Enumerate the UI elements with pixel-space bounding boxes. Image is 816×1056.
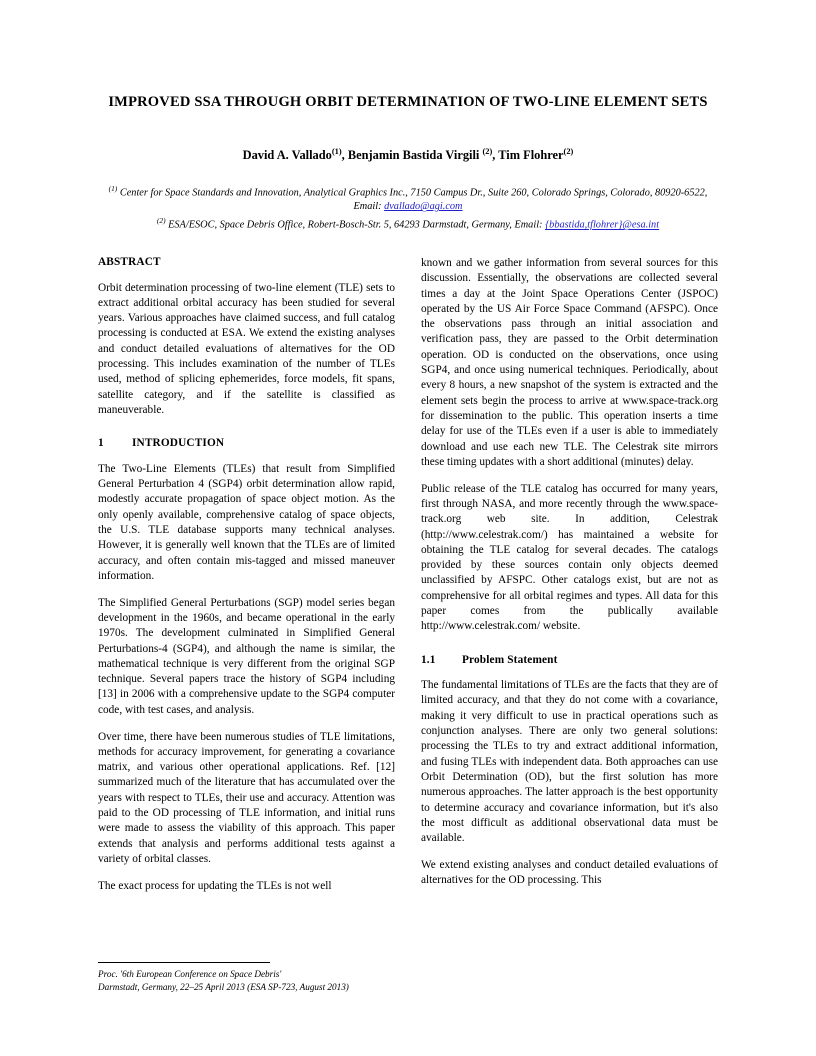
intro-paragraph-4-continued: known and we gather information from several sources for this discussion. Essentially, the observations are collected several times a day at the Joint Space Operations Center (JSPOC) operated by the US Air Force Space Command (AFSPC). Once the observations pass through an initial association and verification pass, they are passed to the Orbit determination operation. OD is conducted on the observations, once using SGP4, and once using numerical techniques. Periodically, about every 8 hours, a new snapshot of the system is extracted and the element sets begin the process to arrive at www.space-track.org for dissemination to the public. This operation inserts a time delay for use of the TLEs even if a user is able to immediately download and use each new TLE. The Celestrak site mirrors these timing updates with a short additional (minutes) delay. xyxy=(421,257,718,468)
section-title: INTRODUCTION xyxy=(132,437,225,450)
intro-paragraph-1: The Two-Line Elements (TLEs) that result from Simplified General Perturbation 4 (SGP4) orbit determination allow rapid, modestly accurate propagation of space object motion. As the only openly available, comprehensive catalog of space objects, the U.S. TLE database supports many technical analyses. However, it is generally well known that the TLEs are of limited accuracy, and often contain mis-tagged and missed maneuver information. xyxy=(98,462,395,582)
affiliation-1: $^{(1)}$ Center for Space Standards and Innovation, Analytical Graphics Inc., 7150 Campus Dr., Suite 260, Colorado Springs, Colorado, 80920-6522, Email: dvallado@agi.com xyxy=(108,183,708,213)
footer-divider xyxy=(98,962,270,963)
subsection-title: Problem Statement xyxy=(462,653,558,666)
left-column xyxy=(98,256,395,956)
section-heading-introduction xyxy=(98,437,395,451)
abstract-text: Orbit determination processing of two-line element (TLE) sets to extract additional orbital accuracy has been studied for several years. Various approaches have claimed success, and full catalog processing is conducted at ESA. We extend the existing analyses and conduct detailed evaluations of alternatives for the OD processing. This includes examination of the number of TLEs used, method of splicing ephemerides, force models, fit spans, satellite category, and if the satellite is classified as maneuverable. xyxy=(98,281,395,416)
page-footer xyxy=(98,962,428,995)
section-heading-problem-statement xyxy=(421,654,718,668)
problem-paragraph-2: We extend existing analyses and conduct detailed evaluations of alternatives for the OD processing. This xyxy=(421,858,718,887)
author-list: David A. Vallado$^{(1)}$, Benjamin Bastida Virgili $^{(2)}$, Tim Flohrer$^{(2)}$ xyxy=(242,145,574,162)
intro-paragraph-3: Over time, there have been numerous studies of TLE limitations, methods for accuracy improvement, for generating a covariance matrix, and various other operational applications. Ref. [12] summarized much of the literature that has accumulated over the years with respect to TLEs, their use and accuracy. Attention was paid to the OD processing of TLE information, and initial runs were made to assess the viability of this approach. This paper extends that analysis and performs additional tests against a variety of orbital classes. xyxy=(98,730,395,865)
intro-paragraph-5: Public release of the TLE catalog has occurred for many years, first through NASA, and more recently through the www.space-track.org web site. In addition, Celestrak (http://www.celestrak.com/) has maintained a website for obtaining the TLE catalog for several decades. The catalogs provided by these sources contain only objects deemed unclassified by AFSPC. Other catalogs exist, but are not as comprehensive for all orbital regimes and types. All data for this paper comes from the publically available http://www.celestrak.com/ website. xyxy=(421,482,718,633)
title-block xyxy=(98,92,718,233)
intro-paragraph-4: The exact process for updating the TLEs is not well xyxy=(98,879,332,892)
right-column xyxy=(421,256,718,956)
affiliation-2: $^{(2)}$ ESA/ESOC, Space Debris Office, Robert-Bosch-Str. 5, 64293 Darmstadt, Germany, Email: {bbastida,tflohrer}@esa.int xyxy=(156,216,660,231)
problem-paragraph-1: The fundamental limitations of TLEs are the facts that they are of limited accuracy, and that they do not come with a covariance, making it very difficult to use in practical operations such as conjunction analyses. There are only two general solutions: processing the TLEs to try and extract additional information, and fusing TLEs with independent data. Both approaches can use Orbit Determination (OD), but the first solution has more numerous approaches. The latter approach is the best opportunity to determine accuracy and covariance information, but it's also the most difficult as additional observational data must be available. xyxy=(421,679,718,845)
abstract-heading: ABSTRACT xyxy=(98,256,161,268)
footer-line-1: Proc. '6th European Conference on Space Debris' xyxy=(98,969,282,979)
body-columns xyxy=(98,256,718,956)
subsection-number: 1.1 xyxy=(421,653,436,666)
footer-line-2: Darmstadt, Germany, 22–25 April 2013 (ESA SP-723, August 2013) xyxy=(98,982,349,993)
section-number: 1 xyxy=(98,437,104,450)
page-title: IMPROVED SSA THROUGH ORBIT DETERMINATION OF TWO-LINE ELEMENT SETS xyxy=(108,94,708,110)
intro-paragraph-2: The Simplified General Perturbations (SGP) model series began development in the 1960s, and became operational in the early 1970s. The development culminated in Simplified General Perturbations-4 (SGP4), and although the name is similar, the mathematical technique is very different from the original SGP technique. Several papers trace the history of SGP4 including [13] in 2006 with a comprehensive update to the SGP4 computer code, with test cases, and analysis. xyxy=(98,596,395,716)
